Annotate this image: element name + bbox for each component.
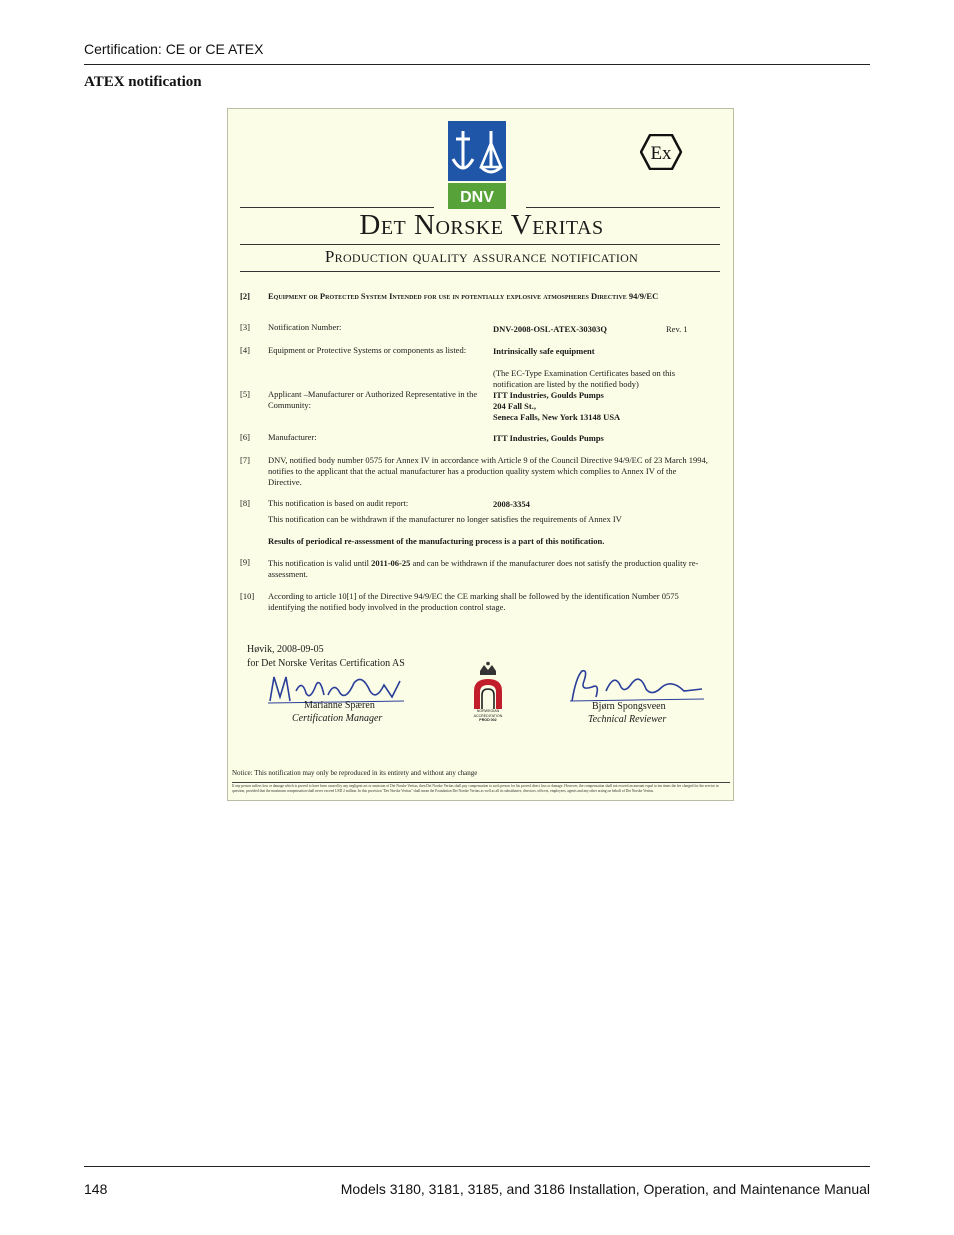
certificate-title: Det Norske Veritas bbox=[359, 209, 604, 241]
for-organization: for Det Norske Veritas Certification AS bbox=[247, 658, 405, 669]
applicant-line-3: Seneca Falls, New York 13148 USA bbox=[493, 412, 621, 422]
item-7-text: DNV, notified body number 0575 for Annex IV in accordance with Article 9 of the Council Directive 94/9/EC of 23 March 1994, notifies to the applicant that the actual manufacturer has a production quality system which complies to Annex IV of the Directive. bbox=[268, 455, 708, 487]
item-4-number: [4] bbox=[240, 345, 250, 355]
seal-caption bbox=[464, 709, 512, 723]
seal-line-2: ACCREDITATION bbox=[473, 713, 503, 718]
signatory-2-name: Bjørn Spongsveen bbox=[592, 701, 666, 712]
place-date: Høvik, 2008-09-05 bbox=[247, 644, 324, 655]
certificate-image bbox=[227, 108, 734, 801]
item-9-number: [9] bbox=[240, 557, 250, 567]
validity-date: 2011-06-25 bbox=[371, 558, 411, 568]
ex-mark-icon bbox=[640, 134, 682, 170]
item-5-label: Applicant –Manufacturer or Authorized Representative in the Community: bbox=[268, 389, 478, 410]
title-rule-right bbox=[526, 207, 720, 208]
item-7-number: [7] bbox=[240, 455, 250, 465]
seal-line-1: NORWEGIAN bbox=[476, 709, 500, 713]
item-4-note: (The EC-Type Examination Certificates based on this notification are listed by the notified body) bbox=[493, 368, 676, 389]
item-8-bold-note: Results of periodical re-assessment of the manufacturing process is a part of this notification. bbox=[268, 536, 605, 546]
subtitle-rule bbox=[240, 271, 720, 272]
signatory-1-name: Marianne Spæren bbox=[304, 700, 375, 711]
reproduction-notice: Notice: This notification may only be reproduced in its entirety and without any change bbox=[232, 769, 478, 777]
item-3-number: [3] bbox=[240, 322, 250, 332]
item-3-label: Notification Number: bbox=[268, 322, 342, 332]
signature-2-icon bbox=[566, 667, 706, 705]
signatory-1-role: Certification Manager bbox=[292, 713, 383, 724]
signatory-2-role: Technical Reviewer bbox=[588, 714, 667, 725]
footer-rule bbox=[84, 1166, 870, 1167]
item-8-label: This notification is based on audit report: bbox=[268, 498, 409, 508]
running-header: Certification: CE or CE ATEX bbox=[84, 41, 264, 57]
certificate-subtitle: Production quality assurance notification bbox=[324, 247, 639, 266]
manual-title: Models 3180, 3181, 3185, and 3186 Installation, Operation, and Maintenance Manual bbox=[340, 1181, 870, 1197]
manufacturer-value: ITT Industries, Goulds Pumps bbox=[493, 433, 604, 443]
item-6-label: Manufacturer: bbox=[268, 432, 317, 442]
item-5-number: [5] bbox=[240, 389, 250, 399]
header-rule bbox=[84, 64, 870, 65]
title-rule-bottom bbox=[240, 244, 720, 245]
item-10-text: According to article 10[1] of the Directive 94/9/EC the CE marking shall be followed by the identification Number 0575 identifying the notified body involved in the production control stage. bbox=[268, 591, 679, 612]
item-9-text bbox=[268, 558, 708, 580]
liability-fine-print: If any person suffers loss or damage which is proved to have been caused by any negligent act or omission of Det Norske Veritas, then Det Norske Veritas shall pay compensation to such person for his proved direct loss or damage. However, the compensation shall not exceed an amount equal to ten times the fee charged for the service in question, provided that the maximum compensation shall never exceed USD 2 million. In this provision "Det Norske Veritas" shall mean the Foundation Det Norske Veritas as well as all its subsidiaries, directors, officers, employees, agents and any other acting on behalf of Det Norske Veritas. bbox=[232, 782, 730, 793]
item-6-number: [6] bbox=[240, 432, 250, 442]
page-number: 148 bbox=[84, 1181, 108, 1197]
item-10-number: [10] bbox=[240, 591, 255, 601]
section-heading: ATEX notification bbox=[84, 74, 202, 90]
equipment-value: Intrinsically safe equipment bbox=[493, 346, 595, 356]
revision: Rev. 1 bbox=[666, 324, 688, 334]
item-4-label: Equipment or Protective Systems or components as listed: bbox=[268, 345, 467, 355]
dnv-logo-text: DNV bbox=[460, 189, 494, 206]
seal-line-3: PROD 002 bbox=[479, 718, 497, 723]
item-9-text-after: and can be withdrawn if the manufacturer does not satisfy the production quality re-assessment. bbox=[268, 558, 699, 579]
dnv-logo-icon bbox=[448, 121, 506, 209]
item-8-note: This notification can be withdrawn if the manufacturer no longer satisfies the requirements of Annex IV bbox=[268, 514, 622, 524]
item-9-text-before: This notification is valid until bbox=[268, 558, 372, 568]
item-2-text: Equipment or Protected System Intended for use in potentially explosive atmospheres Directive 94/9/EC bbox=[268, 291, 659, 301]
ex-mark-text: Ex bbox=[650, 143, 672, 164]
applicant-line-2: 204 Fall St., bbox=[493, 401, 536, 411]
notification-number: DNV-2008-OSL-ATEX-30303Q bbox=[493, 324, 607, 334]
applicant-line-1: ITT Industries, Goulds Pumps bbox=[493, 390, 604, 400]
item-8-number: [8] bbox=[240, 498, 250, 508]
title-rule-left bbox=[240, 207, 434, 208]
item-2-number: [2] bbox=[240, 291, 250, 301]
audit-report-number: 2008-3354 bbox=[493, 499, 530, 509]
